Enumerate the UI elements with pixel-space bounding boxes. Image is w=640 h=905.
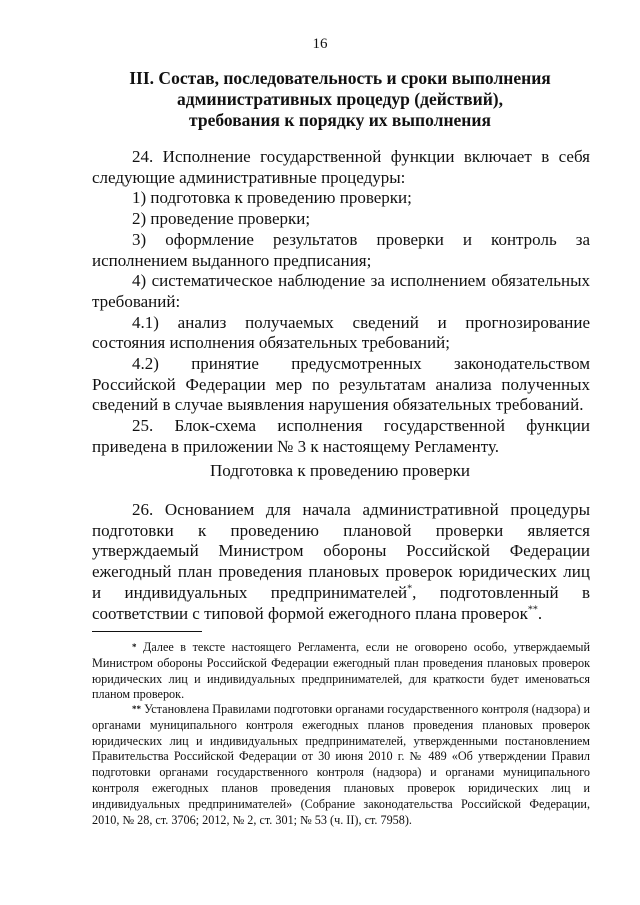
section-title-line-1: III. Состав, последовательность и сроки выполнения [129,68,551,88]
footnote-1-text: Далее в тексте настоящего Регламента, если не оговорено особо, утверждаемый Министром обороны Российской Федерации ежегодный план проведения плановых проверок юридических лиц и индивидуальных предпринимателей, для краткости будет именоваться планом проверок. [92,640,591,702]
paragraph-26-text-b: , подготовленный в соответствии с типовой формой ежегодного плана проверок [92,582,590,623]
footnote-2-mark: ** [132,704,141,714]
section-body [92,147,590,458]
footnote-ref-1[interactable]: * [407,583,413,595]
list-item-4: 4) систематическое наблюдение за исполнением обязательных требований: [92,271,590,311]
list-item-4-2: 4.2) принятие предусмотренных законодательством Российской Федерации мер по результатам анализа полученных сведений в случае выявления нарушения обязательных требований. [92,354,590,415]
section-title-line-2: административных процедур (действий), [177,89,503,109]
page-number: 16 [312,36,328,52]
paragraph-25: 25. Блок-схема исполнения государственной функции приведена в приложении № 3 к настоящему Регламенту. [92,416,590,456]
list-item-4-1: 4.1) анализ получаемых сведений и прогнозирование состояния исполнения обязательных требований; [92,312,590,353]
section-title-line-3: требования к порядку их выполнения [189,110,491,130]
paragraph-26-text-c: . [537,603,543,623]
footnote-2 [92,702,590,828]
paragraph-24: 24. Исполнение государственной функции включает в себя следующие административные процедуры: [92,147,590,187]
list-item-2: 2) проведение проверки; [132,209,311,229]
paragraph-26 [92,500,590,624]
list-item-1: 1) подготовка к проведению проверки; [132,188,412,208]
list-item-3: 3) оформление результатов проверки и контроль за исполнением выданного предписания; [92,229,590,270]
paragraph-26-text-a: 26. Основанием для начала административной процедуры подготовки к проведению плановой проверки является утверждаемый Министром обороны Российской Федерации ежегодный план проведения плановых проверок юридических лиц и индивидуальных предпринимателей [92,500,590,602]
subheading: Подготовка к проведению проверки [210,461,470,480]
section-title [60,68,620,131]
footnote-divider [92,631,202,632]
footnote-1 [92,640,590,703]
footnote-ref-2[interactable]: ** [527,603,538,615]
footnote-2-text: Установлена Правилами подготовки органами государственного контроля (надзора) и органами муниципального контроля ежегодных планов проведения плановых проверок юридических лиц и индивидуальных предпринимателей, утвержденными постановлением Правительства Российской Федерации от 30 июня 2010 г. № 489 «Об утверждении Правил подготовки органами государственного контроля (надзора) и органами муниципального контроля ежегодных планов проведения плановых проверок юридических лиц и индивидуальных предпринимателей» (Собрание законодательства Российской Федерации, 2010, № 28, ст. 3706; 2012, № 2, ст. 301; № 53 (ч. II), ст. 7958). [92,702,591,827]
footnote-1-mark: * [132,642,137,652]
